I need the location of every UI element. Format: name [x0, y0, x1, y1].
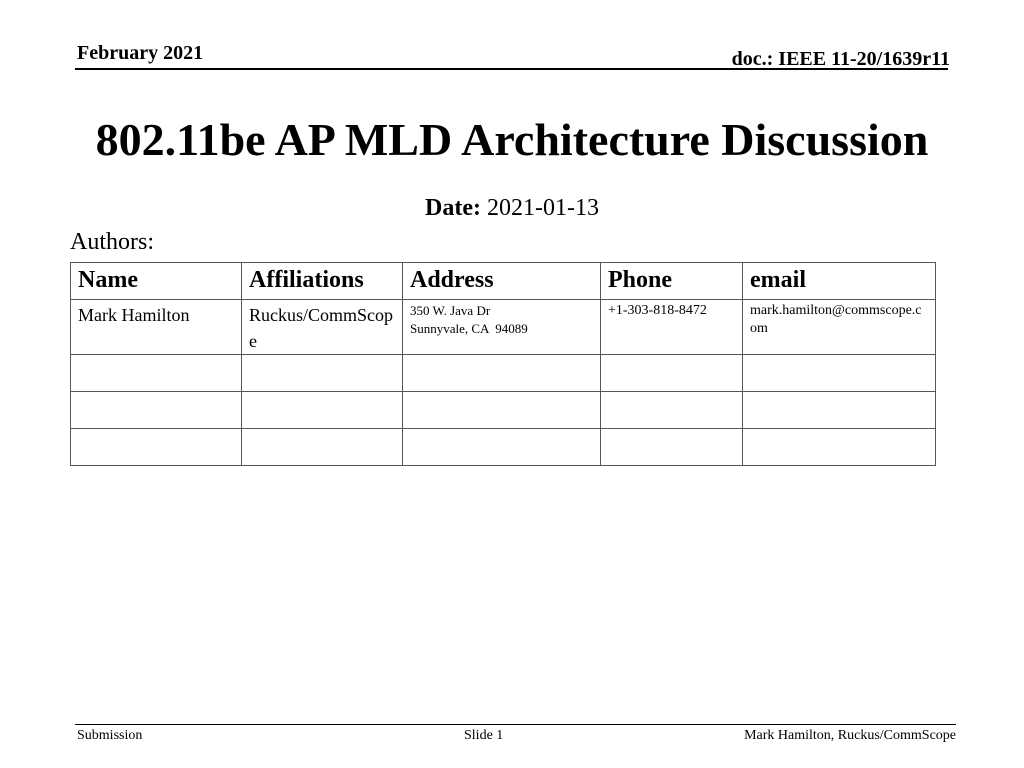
empty-cell — [242, 429, 403, 466]
empty-cell — [242, 355, 403, 392]
empty-cell — [743, 429, 936, 466]
column-header-name: Name — [71, 263, 242, 300]
header-divider — [75, 68, 948, 70]
date-line — [0, 194, 1024, 222]
empty-cell — [601, 355, 743, 392]
empty-cell — [601, 429, 743, 466]
column-header-affiliations: Affiliations — [242, 263, 403, 300]
date-value: 2021-01-13 — [486, 195, 599, 221]
author-affiliation: Ruckus/CommScope — [242, 300, 403, 355]
author-name: Mark Hamilton — [71, 300, 242, 355]
table-row-empty — [71, 392, 936, 429]
empty-cell — [403, 355, 601, 392]
table-row-empty — [71, 429, 936, 466]
empty-cell — [601, 392, 743, 429]
footer-slide-number: Slide 1 — [464, 728, 504, 743]
table-header-row — [71, 263, 936, 300]
column-header-email: email — [743, 263, 936, 300]
author-phone: +1-303-818-8472 — [601, 300, 743, 355]
slide-title: 802.11be AP MLD Architecture Discussion — [95, 114, 929, 165]
column-header-address: Address — [403, 263, 601, 300]
address-line-2: Sunnyvale, CA 94089 — [410, 321, 528, 336]
address-line-1: 350 W. Java Dr — [410, 303, 491, 318]
header-doc-id: doc.: IEEE 11-20/1639r11 — [731, 48, 950, 70]
footer-divider — [75, 724, 956, 725]
empty-cell — [403, 392, 601, 429]
empty-cell — [71, 355, 242, 392]
date-label: Date: — [425, 195, 481, 221]
footer-submission: Submission — [77, 728, 143, 743]
header-date: February 2021 — [77, 42, 204, 64]
table-row — [71, 300, 936, 355]
author-email: mark.hamilton@commscope.com — [743, 300, 936, 355]
column-header-phone: Phone — [601, 263, 743, 300]
authors-table — [70, 262, 936, 466]
authors-label: Authors: — [70, 229, 154, 255]
empty-cell — [71, 392, 242, 429]
empty-cell — [242, 392, 403, 429]
empty-cell — [743, 355, 936, 392]
table-row-empty — [71, 355, 936, 392]
author-address — [403, 300, 601, 355]
empty-cell — [71, 429, 242, 466]
empty-cell — [403, 429, 601, 466]
footer-author: Mark Hamilton, Ruckus/CommScope — [744, 728, 956, 743]
empty-cell — [743, 392, 936, 429]
